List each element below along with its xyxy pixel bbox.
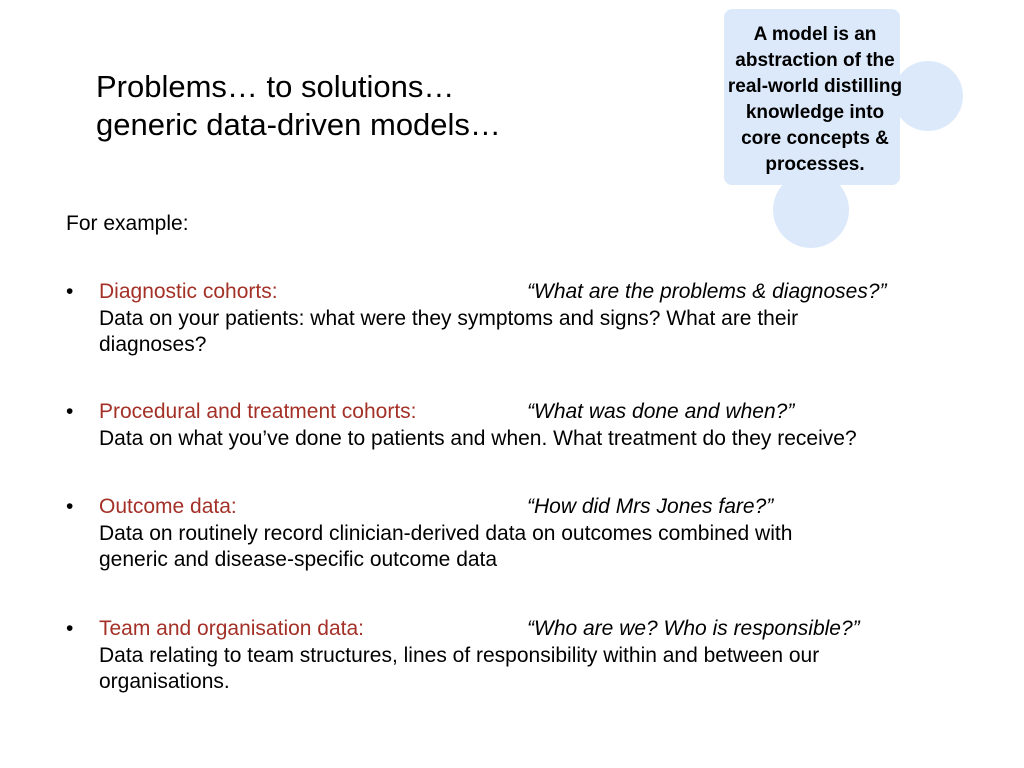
bullet-label: Procedural and treatment cohorts: [99,400,417,423]
bullet-label: Team and organisation data: [99,617,365,640]
model-definition-callout [714,22,916,178]
bullet-description [99,643,819,695]
callout-line: abstraction of the [735,50,895,71]
description-line: generic and disease-specific outcome data [99,548,498,571]
callout-line: real-world distilling [727,76,903,97]
bullet-question: “Who are we? Who is responsible?” [527,617,860,640]
callout-line: knowledge into [745,102,885,123]
bullet-question: “How did Mrs Jones fare?” [527,495,774,518]
bullet-icon: • [66,617,74,640]
callout-line: processes. [765,154,865,175]
description-line: Data on your patients: what were they symptoms and signs? What are their [99,307,799,330]
description-line: organisations. [99,670,230,693]
description-line: Data relating to team structures, lines of responsibility within and between our [99,644,820,667]
title-line-2: generic data-driven models… [96,107,501,142]
bullet-description [99,306,798,358]
bullet-icon: • [66,495,74,518]
bullet-description [99,521,792,573]
description-line: Data on routinely record clinician-derived data on outcomes combined with [99,522,793,545]
callout-line: core concepts & [741,128,889,149]
intro-text: For example: [66,212,189,235]
bullet-label: Diagnostic cohorts: [99,280,278,303]
bullet-description [99,426,857,452]
bullet-icon: • [66,400,74,423]
callout-line: A model is an [753,24,877,45]
bullet-question: “What was done and when?” [527,400,795,423]
title-line-1: Problems… to solutions… [96,69,455,104]
bullet-question: “What are the problems & diagnoses?” [527,280,887,303]
bullet-label: Outcome data: [99,495,237,518]
description-line: Data on what you’ve done to patients and when. What treatment do they receive? [99,427,857,450]
description-line: diagnoses? [99,333,207,356]
bullet-icon: • [66,280,74,303]
